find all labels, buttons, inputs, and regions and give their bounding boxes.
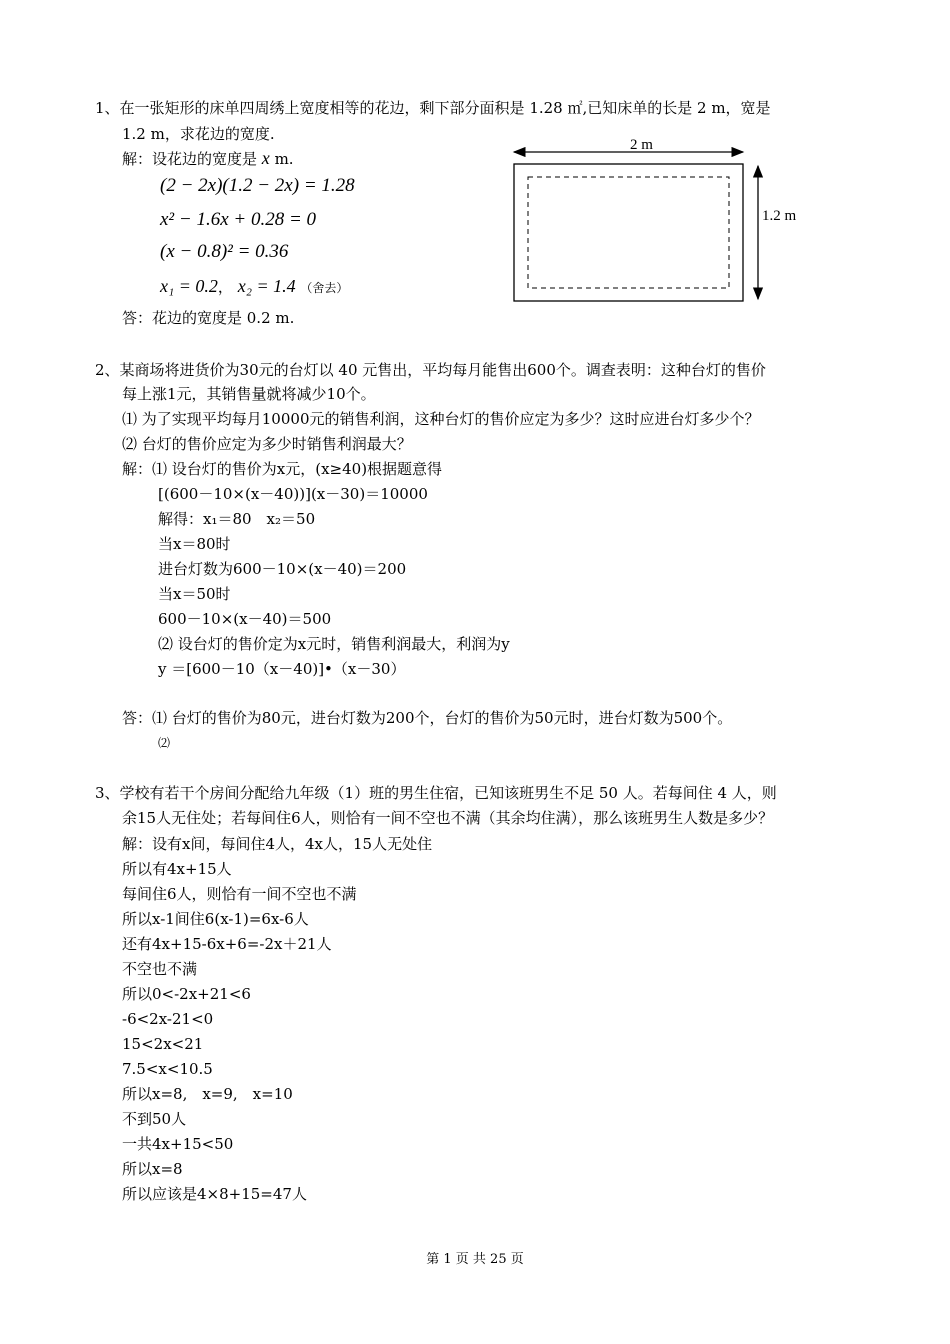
problem2-answer-part2: ⑵: [158, 736, 171, 750]
problem3-step: 7.5<x<10.5: [122, 1060, 213, 1078]
problem2-solution-step: y ＝[600－10（x－40)]•（x－30）: [158, 660, 406, 678]
problem3-step: 所以x=8: [122, 1160, 183, 1178]
root-1: x₁ = 0.2: [160, 276, 218, 296]
bedsheet-diagram: [508, 132, 808, 307]
equation-2: x² − 1.6x + 0.28 = 0: [160, 209, 317, 230]
problem3-step: 解：设有x间，每间住4人，4x人，15人无处住: [122, 835, 433, 853]
problem3-step: 所以x=8, x=9, x=10: [122, 1085, 293, 1103]
width-label: 2 m: [630, 137, 653, 153]
problem2-line1: 2、某商场将进货价为30元的台灯以 40 元售出，平均每月能售出600个。调查表明：这种台灯的售价: [95, 361, 766, 379]
problem1-line2: 1.2 m，求花边的宽度.: [122, 125, 275, 143]
solution-prefix: 解：设花边的宽度是: [122, 150, 258, 168]
problem3-step: 所以应该是4×8+15=47人: [122, 1185, 307, 1203]
problem3-step: 所以x-1间住6(x-1)=6x-6人: [122, 910, 309, 928]
equation-1: (2 − 2x)(1.2 − 2x) = 1.28: [160, 175, 355, 196]
problem2-solution-step: 进台灯数为600－10×(x－40)＝200: [158, 560, 407, 578]
problem3-step: -6<2x-21<0: [122, 1010, 214, 1028]
problem2-line2: 每上涨1元，其销售量就将减少10个。: [122, 385, 376, 403]
inner-dashed-rectangle: [528, 177, 729, 288]
problem1-answer: 答：花边的宽度是 0.2 m.: [122, 309, 295, 327]
root-2: x₂ = 1.4: [237, 276, 296, 296]
variable-x: x: [261, 148, 270, 168]
height-label: 1.2 m: [762, 208, 797, 224]
root-note: （舍去）: [300, 281, 349, 295]
problem3-step: 不空也不满: [122, 960, 198, 978]
page-footer: 第 1 页 共 25 页: [426, 1252, 524, 1267]
equation-4: [160, 274, 348, 300]
problem3-step: 15<2x<21: [122, 1035, 204, 1053]
problem2-question1: ⑴ 为了实现平均每月10000元的销售利润，这种台灯的售价应定为多少？这时应进台灯多少个？: [122, 410, 760, 428]
problem3-step: 每间住6人，则恰有一间不空也不满: [122, 885, 357, 903]
problem1-line1: 1、在一张矩形的床单四周绣上宽度相等的花边，剩下部分面积是 1.28 ㎡,已知床单的长是 2 m，宽是: [95, 99, 771, 117]
problem2-solution-step: 当x＝50时: [158, 585, 231, 603]
root-separator: ，: [217, 278, 233, 296]
problem2-solution-step: [(600－10×(x－40))](x－30)＝10000: [158, 485, 428, 503]
problem3-step: 不到50人: [122, 1110, 187, 1128]
problem2-solution-step: 解得：x₁＝80 x₂＝50: [158, 510, 316, 528]
problem3-line2: 余15人无住处；若每间住6人，则恰有一间不空也不满（其余均住满），那么该班男生人数是多少？: [122, 809, 774, 827]
problem3-line1: 3、学校有若干个房间分配给九年级（1）班的男生住宿，已知该班男生不足 50 人。若每间住 4 人，则: [95, 784, 777, 802]
problem3-step: 一共4x+15<50: [122, 1135, 234, 1153]
problem2-solution-step: 600－10×(x－40)＝500: [158, 610, 332, 628]
problem2-question2: ⑵ 台灯的售价应定为多少时销售利润最大？: [122, 435, 412, 453]
problem1-solution-intro: [122, 148, 294, 169]
problem2-solution-step: 当x＝80时: [158, 535, 231, 553]
problem3-step: 还有4x+15-6x+6=-2x＋21人: [122, 935, 332, 953]
outer-rectangle: [514, 164, 743, 301]
problem2-solution-step: 解：⑴ 设台灯的售价为x元，(x≥40)根据题意得: [122, 460, 443, 478]
problem2-answer: 答：⑴ 台灯的售价为80元，进台灯数为200个，台灯的售价为50元时，进台灯数为500个。: [122, 709, 733, 727]
problem3-step: 所以0<-2x+21<6: [122, 985, 251, 1003]
equation-3: (x − 0.8)² = 0.36: [160, 241, 289, 262]
problem2-solution-step: ⑵ 设台灯的售价定为x元时，销售利润最大，利润为y: [158, 635, 510, 653]
problem3-step: 所以有4x+15人: [122, 860, 232, 878]
unit: m.: [274, 150, 294, 168]
